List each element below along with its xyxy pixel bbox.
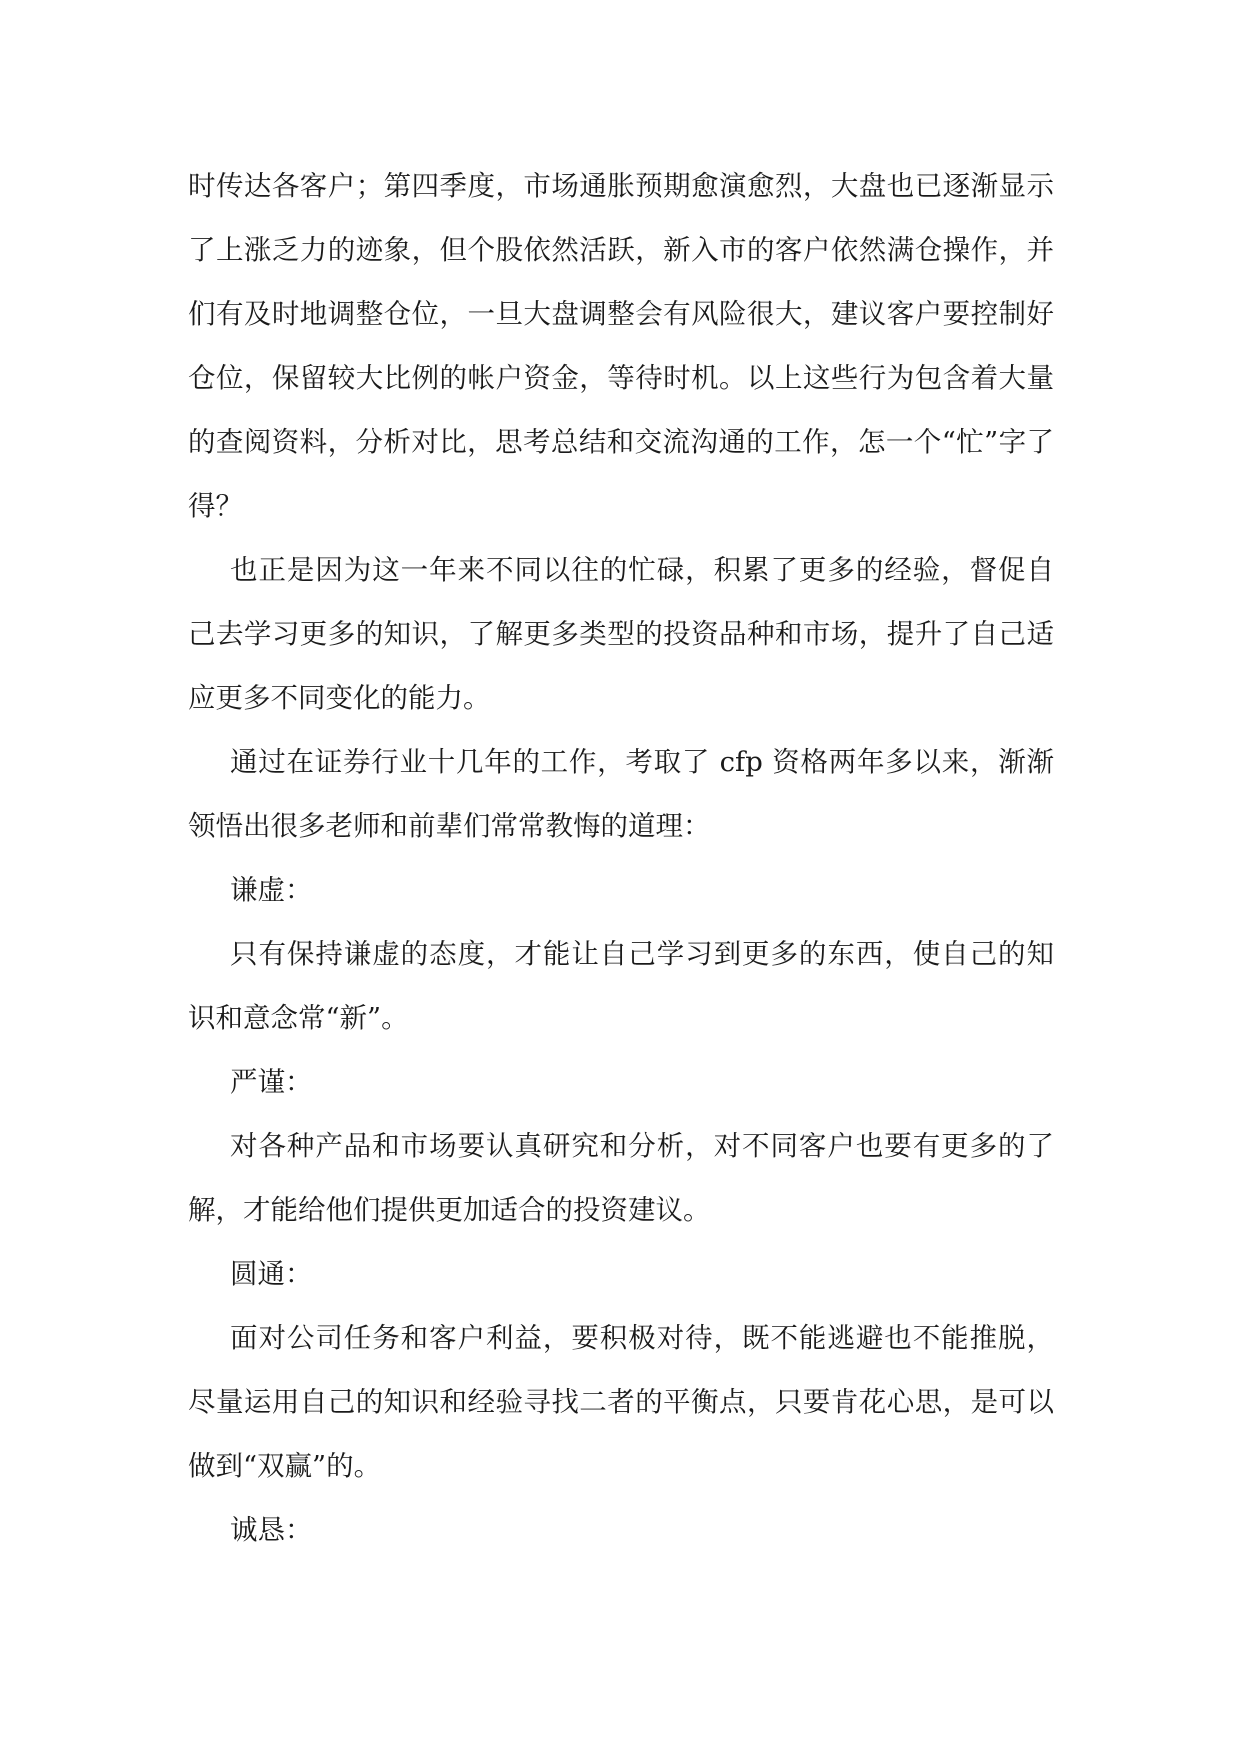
heading-sincerity: 诚恳： [230, 1514, 313, 1546]
heading-flexibility: 圆通： [230, 1258, 313, 1290]
paragraph-flexibility: 面对公司任务和客户利益，要积极对待，既不能逃避也不能推脱，尽量运用自己的知识和经验寻找二者的平衡点，只要肯花心思，是可以做到“双赢”的。 [188, 1322, 1054, 1482]
heading-modesty: 谦虚： [230, 874, 313, 906]
heading-rigor: 严谨： [230, 1066, 313, 1098]
paragraph-experience: 也正是因为这一年来不同以往的忙碌，积累了更多的经验，督促自己去学习更多的知识，了解更多类型的投资品种和市场，提升了自己适应更多不同变化的能力。 [188, 554, 1054, 714]
document-body [188, 154, 1054, 1562]
paragraph-insights-intro: 通过在证券行业十几年的工作，考取了 cfp 资格两年多以来，渐渐领悟出很多老师和前辈们常常教悔的道理： [188, 746, 1054, 842]
paragraph-rigor: 对各种产品和市场要认真研究和分析，对不同客户也要有更多的了解，才能给他们提供更加适合的投资建议。 [188, 1130, 1054, 1226]
paragraph-customer-communication: 时传达各客户；第四季度，市场通胀预期愈演愈烈，大盘也已逐渐显示了上涨乏力的迹象，但个股依然活跃，新入市的客户依然满仓操作，并们有及时地调整仓位，一旦大盘调整会有风险很大，建议客户要控制好仓位，保留较大比例的帐户资金，等待时机。以上这些行为包含着大量的查阅资料，分析对比，思考总结和交流沟通的工作，怎一个“忙”字了得？ [188, 170, 1054, 522]
paragraph-modesty: 只有保持谦虚的态度，才能让自己学习到更多的东西，使自己的知识和意念常“新”。 [188, 938, 1054, 1034]
